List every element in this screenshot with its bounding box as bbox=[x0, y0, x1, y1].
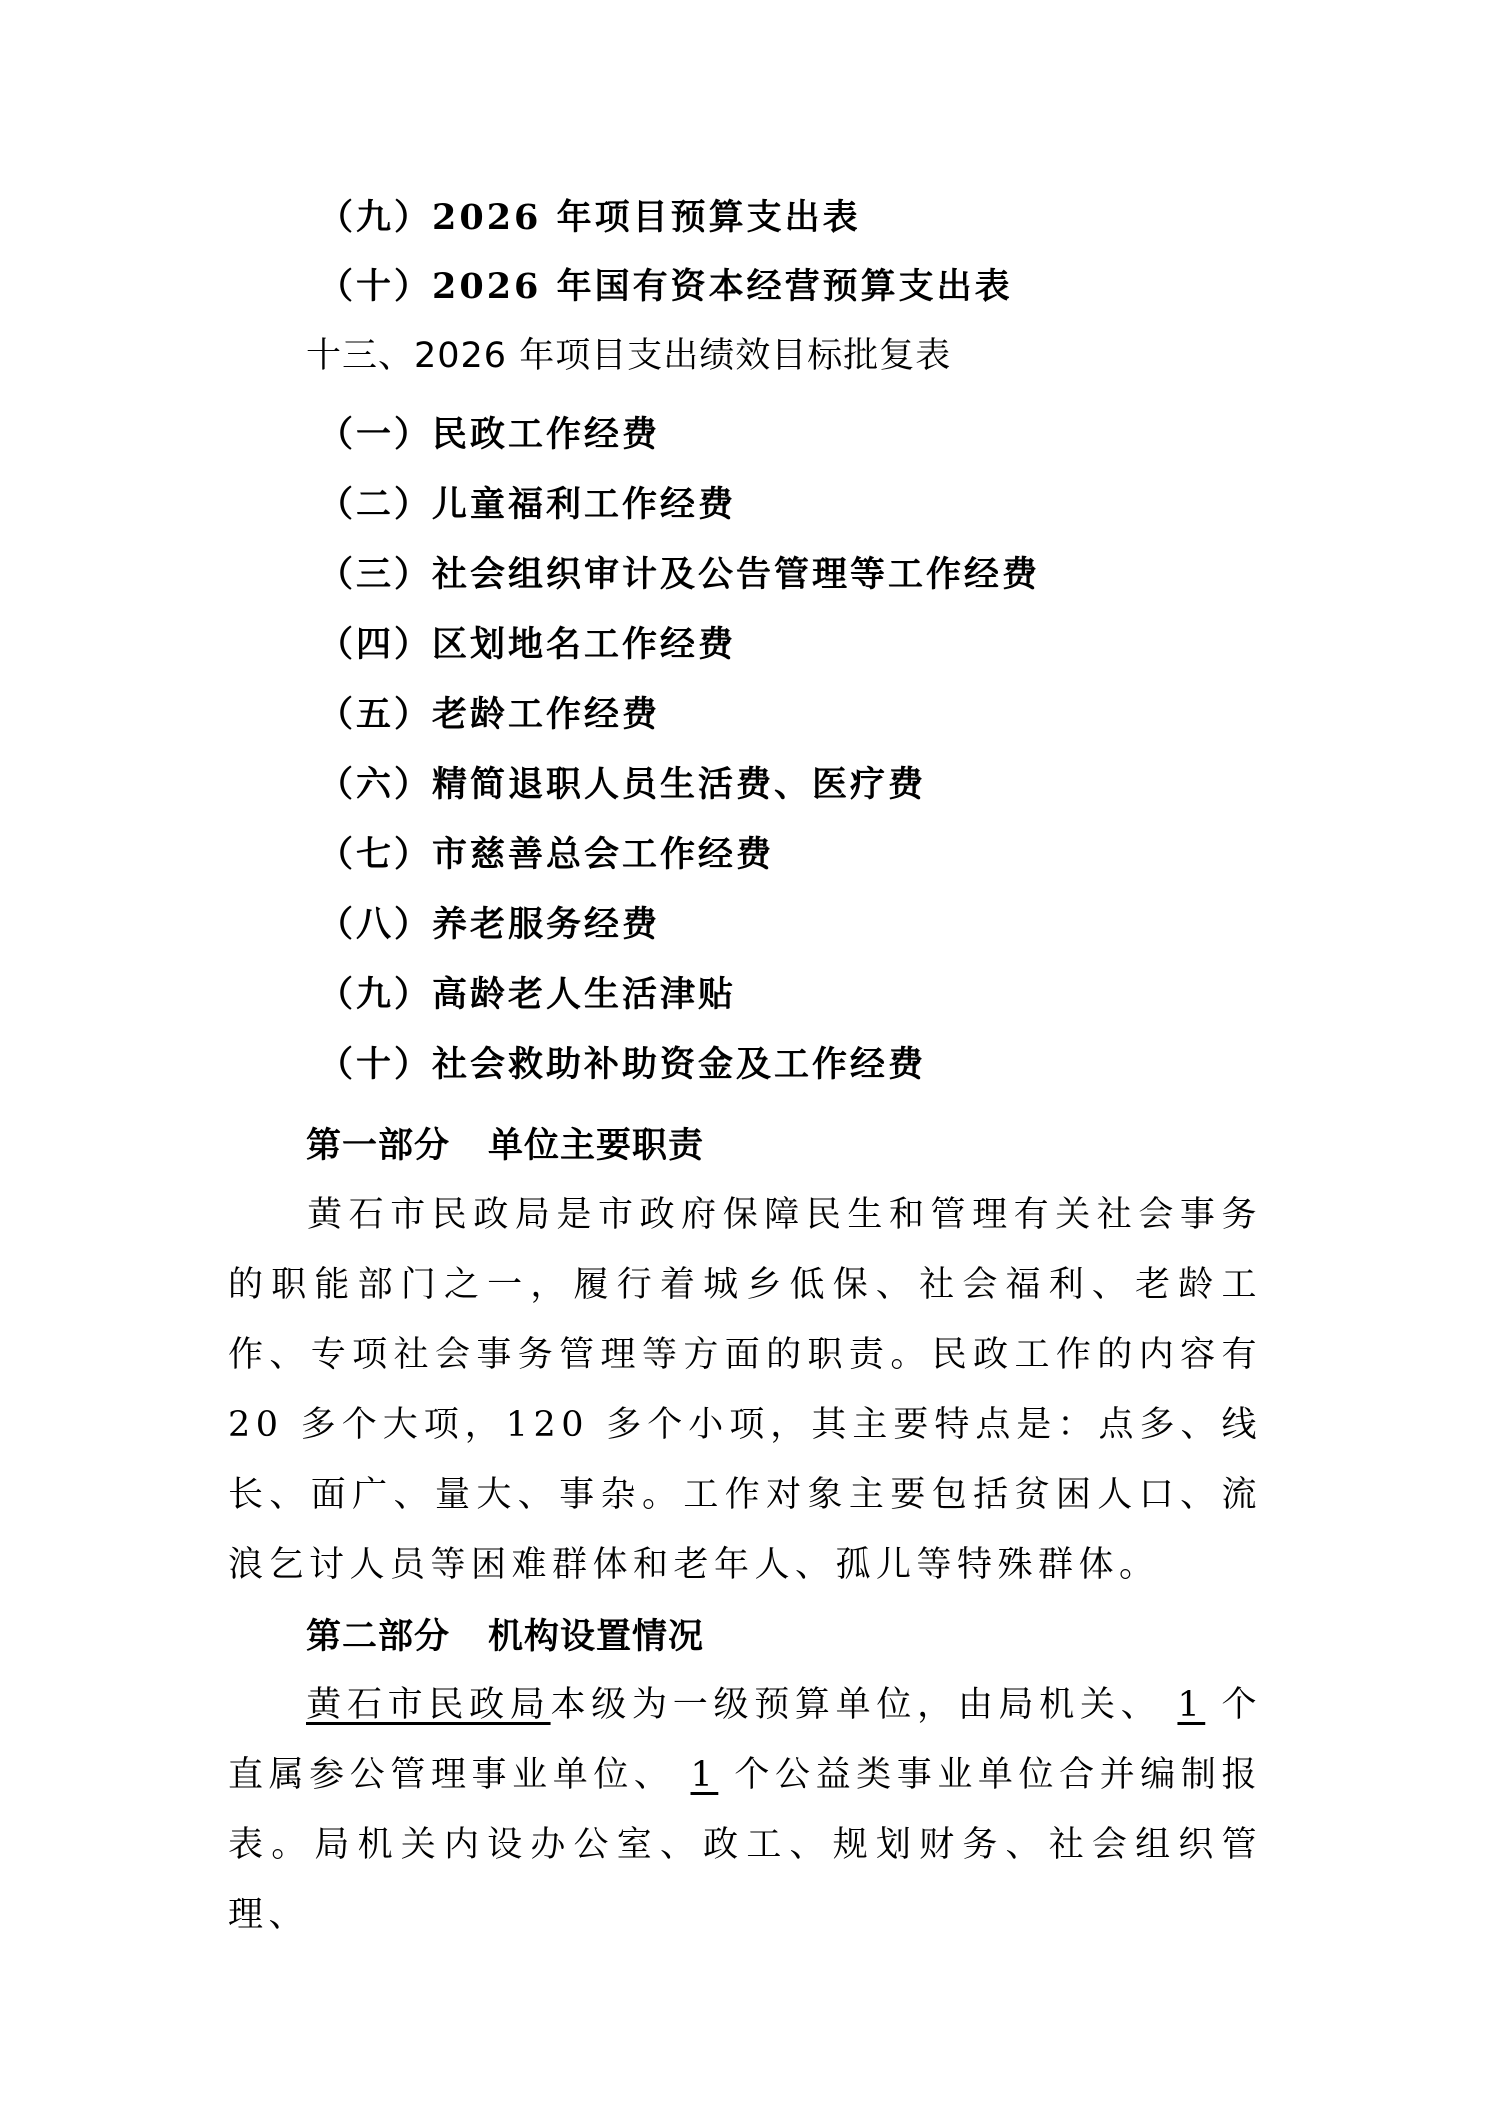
part2-text-a: 本级为一级预算单位，由局机关、 bbox=[550, 1685, 1162, 1725]
part2-heading bbox=[306, 1615, 704, 1659]
part1-heading bbox=[306, 1124, 704, 1168]
toc-item-13-8: （八）养老服务经费 bbox=[318, 904, 661, 945]
part2-body bbox=[228, 1670, 1262, 1950]
unit-name: 黄石市民政局 bbox=[306, 1685, 551, 1725]
toc-item-13-1: （一）民政工作经费 bbox=[318, 414, 661, 455]
toc-section-13-title: 十三、2026 年项目支出绩效目标批复表 bbox=[306, 336, 952, 376]
toc-item-13-7: （七）市慈善总会工作经费 bbox=[318, 834, 775, 875]
toc-item-13-6: （六）精简退职人员生活费、医疗费 bbox=[318, 764, 927, 805]
toc-item-13-10: （十）社会救助补助资金及工作经费 bbox=[318, 1044, 927, 1085]
toc-item-13-2: （二）儿童福利工作经费 bbox=[318, 484, 737, 525]
part2-text-b: 个直属参公管理事业单位、 bbox=[228, 1685, 1262, 1795]
count-direct-units: 1 bbox=[1177, 1685, 1206, 1725]
count-public-units: 1 bbox=[690, 1755, 719, 1795]
toc-item-budget-10: （十）2026 年国有资本经营预算支出表 bbox=[318, 266, 1013, 307]
part1-body bbox=[228, 1180, 1262, 1600]
part2-label: 第二部分 bbox=[306, 1617, 451, 1657]
part1-title: 单位主要职责 bbox=[488, 1126, 705, 1166]
part1-label: 第一部分 bbox=[306, 1126, 451, 1166]
part1-body-text: 黄石市民政局是市政府保障民生和管理有关社会事务的职能部门之一，履行着城乡低保、社会福利、老龄工作、专项社会事务管理等方面的职责。民政工作的内容有 20 多个大项，120 多个小项，其主要特点是：点多、线长、面广、量大、事杂。工作对象主要包括贫困人口、流浪乞讨人员等困难群体和老年人、孤儿等特殊群体。 bbox=[228, 1195, 1262, 1585]
part2-title: 机构设置情况 bbox=[488, 1617, 705, 1657]
toc-item-13-9: （九）高龄老人生活津贴 bbox=[318, 974, 737, 1015]
toc-item-budget-9: （九）2026 年项目预算支出表 bbox=[318, 197, 861, 238]
toc-item-13-3: （三）社会组织审计及公告管理等工作经费 bbox=[318, 554, 1041, 595]
toc-item-13-4: （四）区划地名工作经费 bbox=[318, 624, 737, 665]
part2-text-c: 个公益类事业单位合并编制报表。局机关内设办公室、政工、规划财务、社会组织管理、 bbox=[228, 1755, 1262, 1935]
toc-item-13-5: （五）老龄工作经费 bbox=[318, 694, 661, 735]
